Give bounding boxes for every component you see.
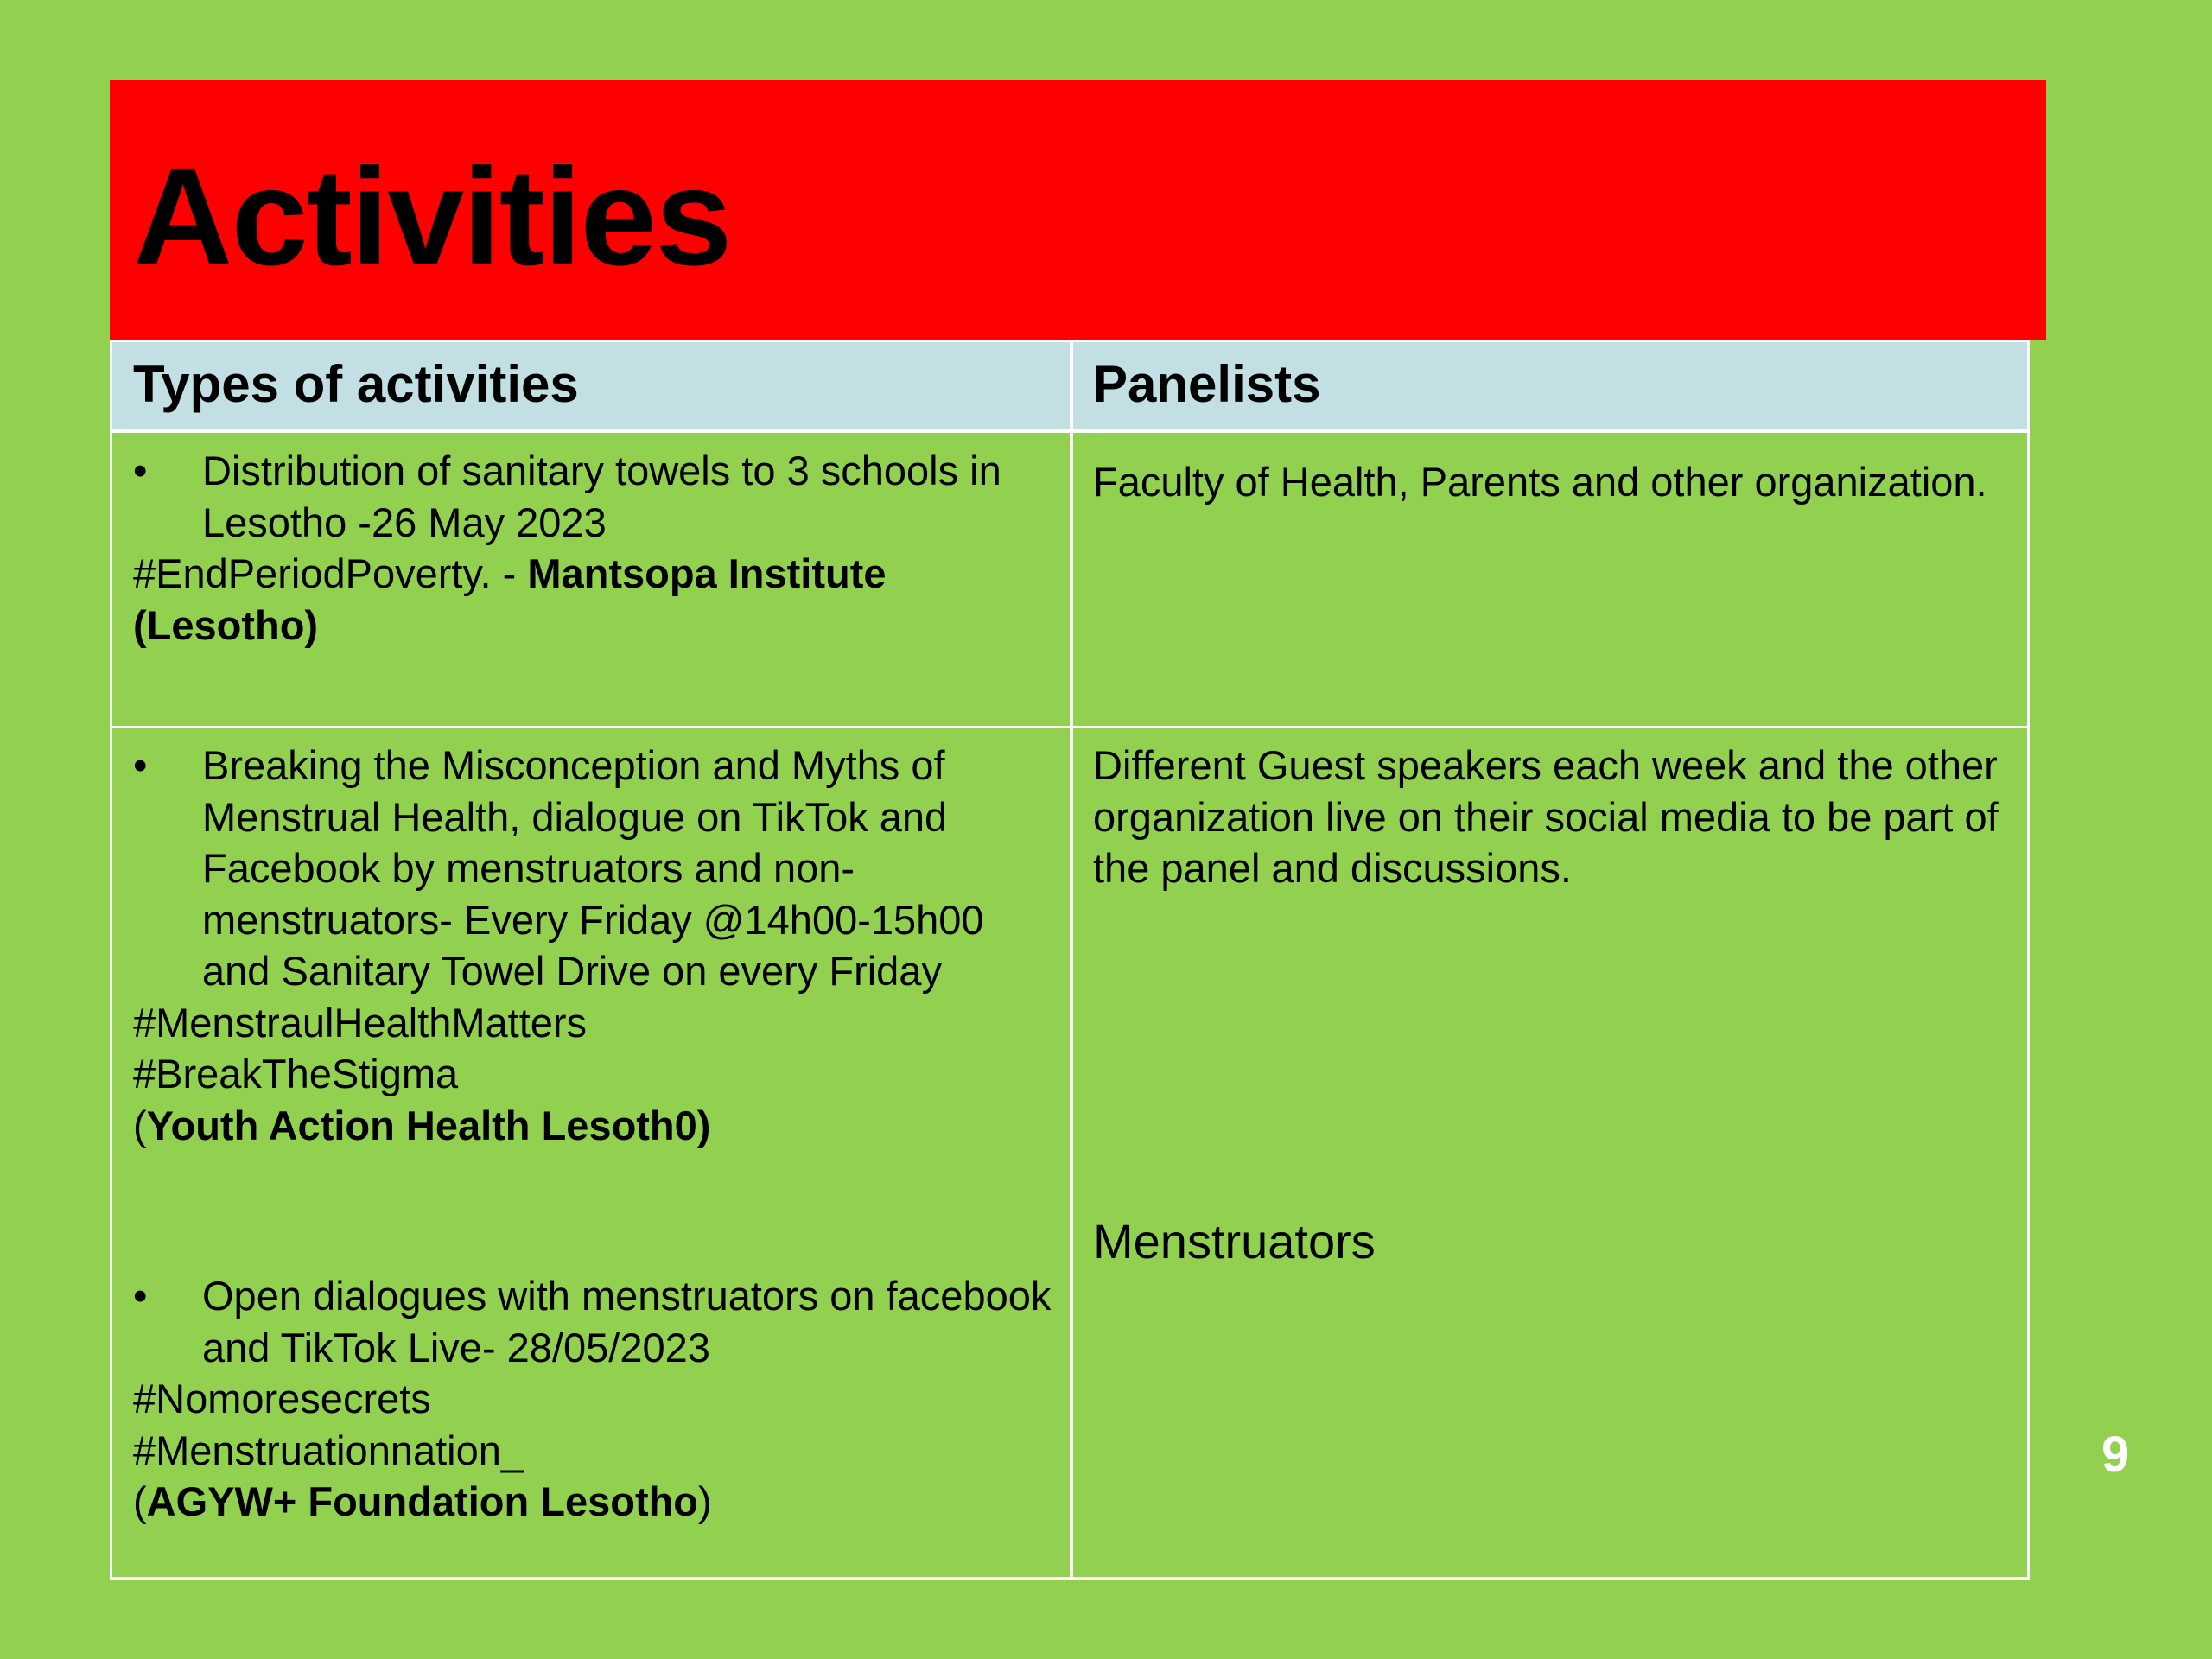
page-number: 9 [2101, 1427, 2130, 1483]
organization-location: (Lesotho) [133, 601, 319, 648]
header-types-of-activities: Types of activities [133, 355, 579, 413]
list-item [133, 1270, 1058, 1373]
organization-name: Youth Action Health Lesoth0) [146, 1102, 711, 1148]
organization-line [133, 1476, 1058, 1528]
bullet-icon: • [133, 448, 148, 493]
row-2-activity-cell [133, 740, 1058, 1151]
column-divider [1070, 342, 1073, 1577]
paren-text: ( [133, 1102, 147, 1148]
row-divider [112, 726, 2027, 728]
activity-text: Open dialogues with menstruators on facebook and TikTok Live- 28/05/2023 [202, 1273, 1052, 1370]
row-3-activity-cell [133, 1270, 1058, 1528]
row-1-activity-cell [133, 445, 1058, 651]
bullet-icon: • [133, 1273, 148, 1319]
organization-name: Mantsopa Institute [527, 550, 887, 596]
activity-text: Distribution of sanitary towels to 3 schools in Lesotho -26 May 2023 [202, 448, 1001, 545]
organization-name: AGYW+ Foundation Lesotho [146, 1478, 699, 1524]
hashtag-text: #EndPeriodPoverty. - [133, 550, 528, 596]
title-bar [110, 80, 2046, 340]
row-3-panelists-cell: Menstruators [1093, 1214, 1376, 1268]
list-item [133, 445, 1058, 548]
hashtag-line [133, 548, 1058, 600]
bullet-icon: • [133, 742, 148, 788]
activities-table [110, 340, 2030, 1580]
row-2-panelists-cell: Different Guest speakers each week and the other organization live on their social media to be part of the panel and discussions. [1093, 742, 1999, 891]
activity-text: Breaking the Misconception and Myths of Menstrual Health, dialogue on TikTok and Facebook by menstruators and non-menstruators- Every Friday @14h00-15h00 and Sanitary Towel Drive on every Friday [202, 742, 984, 994]
list-item [133, 740, 1058, 997]
hashtag-text: #BreakTheStigma [133, 1051, 459, 1096]
hashtag-text: #MenstraulHealthMatters [133, 999, 588, 1046]
paren-text: ( [133, 1478, 147, 1524]
hashtag-text: #Menstruationnation_ [133, 1427, 524, 1473]
row-1-panelists-cell: Faculty of Health, Parents and other organization. [1093, 459, 1987, 505]
slide-title: Activities [133, 139, 731, 294]
header-panelists: Panelists [1093, 355, 1321, 413]
paren-text: ) [698, 1478, 712, 1524]
hashtag-text: #Nomoresecrets [133, 1376, 431, 1421]
organization-line [133, 1100, 1058, 1152]
